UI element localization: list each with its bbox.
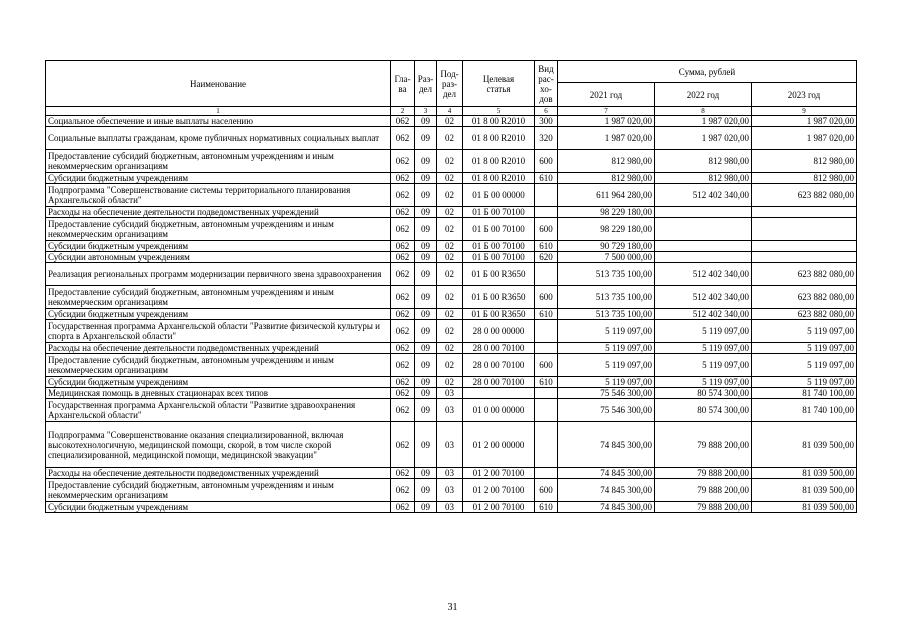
cell-vid: 610 (535, 502, 558, 513)
cell-name: Социальное обеспечение и иные выплаты населению (46, 116, 391, 127)
table-row (46, 241, 857, 252)
cell-name: Субсидии бюджетным учреждениям (46, 309, 391, 320)
cell-sum-2022: 812 980,00 (655, 173, 752, 184)
table-row (46, 422, 857, 468)
cell-razdel: 09 (415, 388, 437, 399)
cell-razdel: 09 (415, 150, 437, 173)
cell-vid: 600 (535, 286, 558, 309)
cell-podrazdel: 02 (437, 127, 463, 150)
cell-vid (535, 422, 558, 468)
cell-glava: 062 (391, 184, 415, 207)
header-razdel: Раз- дел (415, 61, 437, 107)
cell-vid (535, 468, 558, 479)
cell-podrazdel: 03 (437, 479, 463, 502)
cell-razdel: 09 (415, 127, 437, 150)
cell-sum-2023: 5 119 097,00 (752, 343, 857, 354)
cell-article: 28 0 00 00000 (463, 320, 535, 343)
cell-vid: 600 (535, 479, 558, 502)
cell-article: 01 2 00 70100 (463, 502, 535, 513)
cell-name: Государственная программа Архангельской области "Развитие здравоохранения Архангельской области" (46, 399, 391, 422)
cell-sum-2022: 512 402 340,00 (655, 286, 752, 309)
cell-glava: 062 (391, 388, 415, 399)
table-row (46, 399, 857, 422)
cell-article: 01 8 00 R2010 (463, 116, 535, 127)
cell-podrazdel: 02 (437, 320, 463, 343)
table-row (46, 127, 857, 150)
cell-sum-2021: 74 845 300,00 (558, 422, 655, 468)
cell-article: 01 Б 00 70100 (463, 218, 535, 241)
cell-sum-2021: 1 987 020,00 (558, 127, 655, 150)
cell-sum-2021: 812 980,00 (558, 173, 655, 184)
cell-sum-2022: 79 888 200,00 (655, 502, 752, 513)
cell-razdel: 09 (415, 468, 437, 479)
header-podrazdel: Под- раз- дел (437, 61, 463, 107)
cell-podrazdel: 03 (437, 388, 463, 399)
cell-glava: 062 (391, 377, 415, 388)
cell-sum-2021: 7 500 000,00 (558, 252, 655, 263)
cell-name: Подпрограмма "Совершенствование системы территориального планирования Архангельской области" (46, 184, 391, 207)
cell-podrazdel: 02 (437, 377, 463, 388)
cell-sum-2021: 74 845 300,00 (558, 479, 655, 502)
cell-glava: 062 (391, 502, 415, 513)
cell-name: Субсидии автономным учреждениям (46, 252, 391, 263)
cell-vid (535, 343, 558, 354)
cell-sum-2023: 81 039 500,00 (752, 479, 857, 502)
cell-glava: 062 (391, 479, 415, 502)
cell-name: Предоставление субсидий бюджетным, автономным учреждениям и иным некоммерческим организациям (46, 286, 391, 309)
cell-article: 01 Б 00 R3650 (463, 309, 535, 320)
cell-sum-2021: 74 845 300,00 (558, 468, 655, 479)
table-row (46, 479, 857, 502)
cell-sum-2023: 81 740 100,00 (752, 388, 857, 399)
header-year-2021: 2021 год (558, 83, 655, 107)
cell-razdel: 09 (415, 184, 437, 207)
cell-sum-2022: 5 119 097,00 (655, 354, 752, 377)
cell-sum-2021: 5 119 097,00 (558, 354, 655, 377)
cell-sum-2023: 81 039 500,00 (752, 468, 857, 479)
cell-vid: 610 (535, 173, 558, 184)
cell-vid (535, 263, 558, 286)
column-number: 6 (535, 107, 558, 116)
page-number: 31 (447, 602, 458, 613)
cell-article: 01 2 00 70100 (463, 479, 535, 502)
cell-sum-2021: 74 845 300,00 (558, 502, 655, 513)
cell-sum-2023: 5 119 097,00 (752, 377, 857, 388)
cell-podrazdel: 02 (437, 309, 463, 320)
cell-podrazdel: 02 (437, 354, 463, 377)
column-number: 8 (655, 107, 752, 116)
cell-sum-2021: 75 546 300,00 (558, 388, 655, 399)
cell-razdel: 09 (415, 252, 437, 263)
cell-podrazdel: 03 (437, 502, 463, 513)
column-number: 7 (558, 107, 655, 116)
cell-name: Предоставление субсидий бюджетным, автономным учреждениям и иным некоммерческим организациям (46, 354, 391, 377)
cell-name: Медицинская помощь в дневных стационарах всех типов (46, 388, 391, 399)
column-number: 2 (391, 107, 415, 116)
cell-sum-2021: 75 546 300,00 (558, 399, 655, 422)
cell-podrazdel: 02 (437, 116, 463, 127)
cell-sum-2021: 5 119 097,00 (558, 377, 655, 388)
cell-vid: 600 (535, 354, 558, 377)
cell-article: 28 0 00 70100 (463, 377, 535, 388)
cell-sum-2023: 812 980,00 (752, 150, 857, 173)
cell-sum-2022 (655, 207, 752, 218)
cell-sum-2023: 81 039 500,00 (752, 502, 857, 513)
cell-razdel: 09 (415, 309, 437, 320)
cell-name: Предоставление субсидий бюджетным, автономным учреждениям и иным некоммерческим организациям (46, 150, 391, 173)
cell-glava: 062 (391, 127, 415, 150)
cell-podrazdel: 02 (437, 173, 463, 184)
cell-vid: 610 (535, 377, 558, 388)
cell-glava: 062 (391, 286, 415, 309)
cell-sum-2022: 80 574 300,00 (655, 399, 752, 422)
cell-podrazdel: 02 (437, 343, 463, 354)
cell-sum-2022: 5 119 097,00 (655, 320, 752, 343)
cell-razdel: 09 (415, 207, 437, 218)
cell-sum-2023: 1 987 020,00 (752, 116, 857, 127)
cell-vid (535, 320, 558, 343)
table-row (46, 309, 857, 320)
header-name: Наименование (46, 61, 391, 107)
cell-sum-2022: 79 888 200,00 (655, 479, 752, 502)
cell-glava: 062 (391, 207, 415, 218)
cell-article: 01 0 00 00000 (463, 399, 535, 422)
cell-vid (535, 184, 558, 207)
cell-sum-2021: 98 229 180,00 (558, 218, 655, 241)
cell-podrazdel: 02 (437, 150, 463, 173)
cell-name: Реализация региональных программ модернизации первичного звена здравоохранения (46, 263, 391, 286)
cell-article: 01 2 00 70100 (463, 468, 535, 479)
header-glava: Гла- ва (391, 61, 415, 107)
cell-article: 01 Б 00 70100 (463, 252, 535, 263)
cell-vid (535, 388, 558, 399)
cell-vid: 610 (535, 309, 558, 320)
cell-glava: 062 (391, 343, 415, 354)
table-row (46, 218, 857, 241)
cell-vid: 600 (535, 218, 558, 241)
cell-sum-2023: 812 980,00 (752, 173, 857, 184)
header-article: Целевая статья (463, 61, 535, 107)
cell-sum-2023 (752, 207, 857, 218)
cell-name: Субсидии бюджетным учреждениям (46, 241, 391, 252)
cell-name: Социальные выплаты гражданам, кроме публичных нормативных социальных выплат (46, 127, 391, 150)
cell-podrazdel: 02 (437, 252, 463, 263)
cell-sum-2021: 513 735 100,00 (558, 309, 655, 320)
column-number: 5 (463, 107, 535, 116)
cell-name: Субсидии бюджетным учреждениям (46, 173, 391, 184)
column-number: 9 (752, 107, 857, 116)
cell-article (463, 388, 535, 399)
header-sum: Сумма, рублей (558, 61, 857, 83)
table-row (46, 184, 857, 207)
table-row (46, 502, 857, 513)
cell-article: 01 8 00 R2010 (463, 150, 535, 173)
table-row (46, 388, 857, 399)
cell-name: Государственная программа Архангельской области "Развитие физической культуры и спорта в Архангельской области" (46, 320, 391, 343)
cell-razdel: 09 (415, 218, 437, 241)
column-number: 4 (437, 107, 463, 116)
cell-sum-2023: 623 882 080,00 (752, 184, 857, 207)
header-year-2022: 2022 год (655, 83, 752, 107)
cell-name: Расходы на обеспечение деятельности подведомственных учреждений (46, 343, 391, 354)
cell-name: Расходы на обеспечение деятельности подведомственных учреждений (46, 468, 391, 479)
cell-vid: 600 (535, 150, 558, 173)
cell-glava: 062 (391, 252, 415, 263)
cell-razdel: 09 (415, 263, 437, 286)
cell-podrazdel: 02 (437, 286, 463, 309)
cell-sum-2021: 812 980,00 (558, 150, 655, 173)
cell-razdel: 09 (415, 422, 437, 468)
cell-article: 01 Б 00 R3650 (463, 286, 535, 309)
table-row (46, 377, 857, 388)
cell-glava: 062 (391, 422, 415, 468)
cell-article: 01 8 00 R2010 (463, 173, 535, 184)
cell-sum-2022: 5 119 097,00 (655, 343, 752, 354)
cell-article: 28 0 00 70100 (463, 354, 535, 377)
cell-glava: 062 (391, 320, 415, 343)
cell-sum-2022: 79 888 200,00 (655, 422, 752, 468)
cell-sum-2021: 90 729 180,00 (558, 241, 655, 252)
cell-sum-2022 (655, 252, 752, 263)
cell-razdel: 09 (415, 320, 437, 343)
cell-vid (535, 399, 558, 422)
header-year-2023: 2023 год (752, 83, 857, 107)
cell-glava: 062 (391, 263, 415, 286)
cell-razdel: 09 (415, 173, 437, 184)
cell-sum-2022: 812 980,00 (655, 150, 752, 173)
cell-article: 01 Б 00 70100 (463, 241, 535, 252)
cell-sum-2023: 623 882 080,00 (752, 286, 857, 309)
cell-podrazdel: 03 (437, 468, 463, 479)
table-row (46, 320, 857, 343)
cell-sum-2023: 81 039 500,00 (752, 422, 857, 468)
cell-name: Субсидии бюджетным учреждениям (46, 377, 391, 388)
cell-article: 01 Б 00 00000 (463, 184, 535, 207)
table-body (46, 116, 857, 513)
cell-sum-2021: 513 735 100,00 (558, 286, 655, 309)
cell-vid: 610 (535, 241, 558, 252)
cell-vid (535, 207, 558, 218)
cell-podrazdel: 03 (437, 422, 463, 468)
cell-sum-2023: 5 119 097,00 (752, 354, 857, 377)
table-row (46, 116, 857, 127)
cell-sum-2023 (752, 218, 857, 241)
cell-article: 01 Б 00 70100 (463, 207, 535, 218)
cell-article: 01 2 00 00000 (463, 422, 535, 468)
table-row (46, 173, 857, 184)
cell-sum-2022 (655, 218, 752, 241)
cell-glava: 062 (391, 399, 415, 422)
cell-glava: 062 (391, 354, 415, 377)
cell-sum-2023 (752, 252, 857, 263)
table-row (46, 286, 857, 309)
cell-glava: 062 (391, 468, 415, 479)
cell-razdel: 09 (415, 354, 437, 377)
cell-podrazdel: 02 (437, 263, 463, 286)
cell-podrazdel: 02 (437, 218, 463, 241)
column-number: 3 (415, 107, 437, 116)
cell-article: 01 8 00 R2010 (463, 127, 535, 150)
header-vid: Вид рас- хо- дов (535, 61, 558, 107)
cell-sum-2021: 1 987 020,00 (558, 116, 655, 127)
cell-glava: 062 (391, 218, 415, 241)
cell-sum-2022 (655, 241, 752, 252)
cell-sum-2023: 81 740 100,00 (752, 399, 857, 422)
cell-sum-2023 (752, 241, 857, 252)
cell-name: Субсидии бюджетным учреждениям (46, 502, 391, 513)
cell-name: Подпрограмма "Совершенствование оказания специализированной, включая высокотехнологичную, медицинской помощи, скорой, в том числе скорой специализированной, медицинской помощи, медицинской эвакуации" (46, 422, 391, 468)
cell-sum-2021: 98 229 180,00 (558, 207, 655, 218)
cell-sum-2022: 512 402 340,00 (655, 309, 752, 320)
cell-sum-2023: 5 119 097,00 (752, 320, 857, 343)
cell-glava: 062 (391, 116, 415, 127)
column-number: 1 (46, 107, 391, 116)
cell-sum-2021: 5 119 097,00 (558, 320, 655, 343)
cell-podrazdel: 03 (437, 399, 463, 422)
cell-sum-2022: 512 402 340,00 (655, 263, 752, 286)
cell-razdel: 09 (415, 399, 437, 422)
budget-table (45, 60, 857, 513)
table-row (46, 207, 857, 218)
cell-glava: 062 (391, 309, 415, 320)
cell-razdel: 09 (415, 116, 437, 127)
cell-glava: 062 (391, 173, 415, 184)
cell-sum-2021: 513 735 100,00 (558, 263, 655, 286)
cell-sum-2023: 1 987 020,00 (752, 127, 857, 150)
cell-article: 28 0 00 70100 (463, 343, 535, 354)
cell-sum-2023: 623 882 080,00 (752, 263, 857, 286)
table-row (46, 252, 857, 263)
cell-sum-2022: 5 119 097,00 (655, 377, 752, 388)
cell-sum-2022: 79 888 200,00 (655, 468, 752, 479)
cell-sum-2022: 512 402 340,00 (655, 184, 752, 207)
cell-sum-2022: 1 987 020,00 (655, 127, 752, 150)
cell-sum-2022: 1 987 020,00 (655, 116, 752, 127)
table-row (46, 468, 857, 479)
cell-glava: 062 (391, 150, 415, 173)
cell-razdel: 09 (415, 343, 437, 354)
cell-sum-2021: 611 964 280,00 (558, 184, 655, 207)
table-row (46, 354, 857, 377)
cell-glava: 062 (391, 241, 415, 252)
cell-razdel: 09 (415, 502, 437, 513)
cell-article: 01 Б 00 R3650 (463, 263, 535, 286)
cell-vid: 300 (535, 116, 558, 127)
table-row (46, 263, 857, 286)
cell-name: Предоставление субсидий бюджетным, автономным учреждениям и иным некоммерческим организациям (46, 479, 391, 502)
cell-razdel: 09 (415, 377, 437, 388)
cell-razdel: 09 (415, 241, 437, 252)
table-row (46, 343, 857, 354)
cell-sum-2021: 5 119 097,00 (558, 343, 655, 354)
cell-vid: 320 (535, 127, 558, 150)
table-row (46, 150, 857, 173)
cell-razdel: 09 (415, 286, 437, 309)
cell-vid: 620 (535, 252, 558, 263)
cell-name: Расходы на обеспечение деятельности подведомственных учреждений (46, 207, 391, 218)
cell-podrazdel: 02 (437, 184, 463, 207)
cell-podrazdel: 02 (437, 241, 463, 252)
cell-name: Предоставление субсидий бюджетным, автономным учреждениям и иным некоммерческим организациям (46, 218, 391, 241)
cell-sum-2023: 623 882 080,00 (752, 309, 857, 320)
cell-podrazdel: 02 (437, 207, 463, 218)
cell-razdel: 09 (415, 479, 437, 502)
cell-sum-2022: 80 574 300,00 (655, 388, 752, 399)
column-number-row (46, 107, 857, 116)
